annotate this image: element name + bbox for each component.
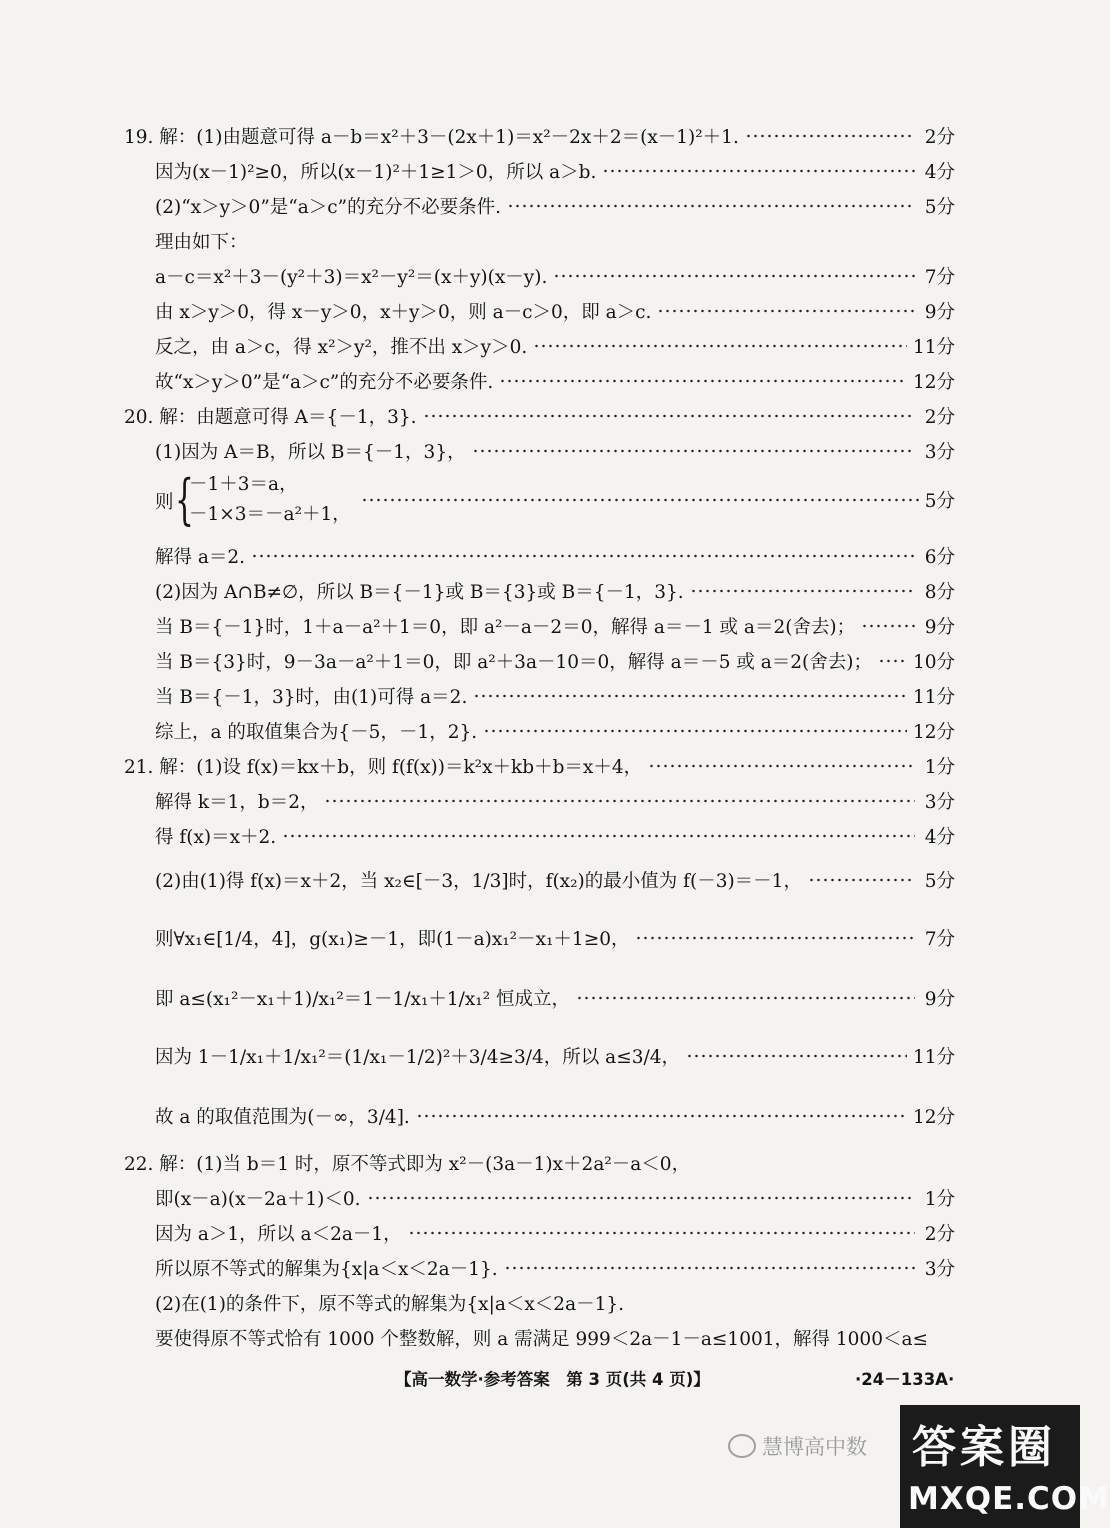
q19-line-5: a－c＝x²＋3－(y²＋3)＝x²－y²＝(x＋y)(x－y). 7分 xyxy=(155,260,955,292)
score: 10分 xyxy=(912,652,955,673)
q19-line-1: 19. 解：(1)由题意可得 a－b＝x²＋3－(2x＋1)＝x²－2x＋2＝(x－1)²＋1. 2分 xyxy=(124,120,955,152)
q22-line-2: 即(x－a)(x－2a＋1)＜0. 1分 xyxy=(155,1182,955,1214)
q21-line-4: (2)由(1)得 f(x)＝x＋2，当 x₂∈[－3，1/3]时，f(x₂)的最小值为 f(－3)＝－1， 5分 xyxy=(155,864,955,896)
score: 2分 xyxy=(924,1224,955,1245)
q19-line-8: 故“x＞y＞0”是“a＞c”的充分不必要条件. 12分 xyxy=(155,365,955,397)
q19-line-2: 因为(x－1)²≥0，所以(x－1)²＋1≥1＞0，所以 a＞b. 4分 xyxy=(155,155,955,187)
score: 4分 xyxy=(924,827,955,848)
score: 6分 xyxy=(924,547,955,568)
score: 8分 xyxy=(924,582,955,603)
score: 12分 xyxy=(912,722,955,743)
page-footer xyxy=(0,1362,1080,1392)
q20-line-6: 当 B＝{3}时，9－3a－a²＋1＝0，即 a²＋3a－10＝0，解得 a＝－5 或 a＝2(舍去)； 10分 xyxy=(155,645,955,677)
score: 12分 xyxy=(912,372,955,393)
score: 7分 xyxy=(924,929,955,950)
q21-line-2: 解得 k＝1，b＝2， 3分 xyxy=(155,785,955,817)
q20-line-7: 当 B＝{－1，3}时，由(1)可得 a＝2. 11分 xyxy=(155,680,955,712)
score: 2分 xyxy=(924,127,955,148)
q21-line-3: 得 f(x)＝x＋2. 4分 xyxy=(155,820,955,852)
q20-line-2: (1)因为 A＝B，所以 B＝{－1，3}， 3分 xyxy=(155,435,955,467)
q22-line-6: 要使得原不等式恰有 1000 个整数解，则 a 需满足 999＜2a－1－a≤1001，解得 1000＜a≤ xyxy=(155,1329,929,1350)
watermark-logo: 答案圈 MXQE.COM xyxy=(900,1405,1080,1528)
score: 3分 xyxy=(924,442,955,463)
q19-line-4: 理由如下： xyxy=(155,232,248,253)
left-brace: { xyxy=(175,468,194,531)
score: 5分 xyxy=(924,197,955,218)
q20-line-3: 解得 a＝2. 6分 xyxy=(155,540,955,572)
score: 11分 xyxy=(912,687,955,708)
q20-line-5: 当 B＝{－1}时，1＋a－a²＋1＝0，即 a²－a－2＝0，解得 a＝－1 或 a＝2(舍去)； 9分 xyxy=(155,610,955,642)
equation-1: －1＋3＝a， xyxy=(189,474,298,495)
score: 11分 xyxy=(912,337,955,358)
score: 3分 xyxy=(924,792,955,813)
q22-line-5: (2)在(1)的条件下，原不等式的解集为{x|a＜x＜2a－1}. xyxy=(155,1294,625,1315)
score: 4分 xyxy=(924,162,955,183)
wechat-label: 慧博高中数 xyxy=(728,1432,867,1460)
score: 9分 xyxy=(924,302,955,323)
q21-line-8: 故 a 的取值范围为(－∞，3/4]. 12分 xyxy=(155,1100,955,1132)
footer-code: ·24－133A· xyxy=(855,1370,955,1389)
score: 5分 xyxy=(924,491,955,512)
score: 5分 xyxy=(924,871,955,892)
score: 1分 xyxy=(924,757,955,778)
q21-line-5: 则∀x₁∈[1/4，4]，g(x₁)≥－1，即(1－a)x₁²－x₁＋1≥0， 7分 xyxy=(155,922,955,954)
q20-line-8: 综上，a 的取值集合为{－5，－1，2}. 12分 xyxy=(155,715,955,747)
score: 1分 xyxy=(924,1189,955,1210)
q19-line-7: 反之，由 a＞c，得 x²＞y²，推不出 x＞y＞0. 11分 xyxy=(155,330,955,362)
q20-line-1: 20. 解：由题意可得 A＝{－1，3}. 2分 xyxy=(124,400,955,432)
score: 7分 xyxy=(924,267,955,288)
score: 11分 xyxy=(912,1047,955,1068)
equation-2: －1×3＝－a²＋1， xyxy=(189,504,351,525)
q21-line-6: 即 a≤(x₁²－x₁＋1)/x₁²＝1－1/x₁＋1/x₁² 恒成立， 9分 xyxy=(155,982,955,1014)
q21-line-7: 因为 1－1/x₁＋1/x₁²＝(1/x₁－1/2)²＋3/4≥3/4，所以 a≤3/4， 11分 xyxy=(155,1040,955,1072)
q20-equation-system: 则 { －1＋3＝a， －1×3＝－a²＋1， 5分 xyxy=(155,468,955,531)
q19-line-6: 由 x＞y＞0，得 x－y＞0，x＋y＞0，则 a－c＞0，即 a＞c. 9分 xyxy=(155,295,955,327)
score: 2分 xyxy=(924,407,955,428)
q21-line-1: 21. 解：(1)设 f(x)＝kx＋b，则 f(f(x))＝k²x＋kb＋b＝x＋4， 1分 xyxy=(124,750,955,782)
q22-line-1: 22. 解：(1)当 b＝1 时，原不等式即为 x²－(3a－1)x＋2a²－a＜0， xyxy=(124,1154,691,1175)
q19-line-3: (2)“x＞y＞0”是“a＞c”的充分不必要条件. 5分 xyxy=(155,190,955,222)
score: 3分 xyxy=(924,1259,955,1280)
q20-line-4: (2)因为 A∩B≠∅，所以 B＝{－1}或 B＝{3}或 B＝{－1，3}. 8分 xyxy=(155,575,955,607)
q22-line-4: 所以原不等式的解集为{x|a＜x＜2a－1}. 3分 xyxy=(155,1252,955,1284)
footer-title: 【高一数学·参考答案 第 3 页(共 4 页)】 xyxy=(395,1370,710,1389)
q22-line-3: 因为 a＞1，所以 a＜2a－1， 2分 xyxy=(155,1217,955,1249)
score: 12分 xyxy=(912,1107,955,1128)
score: 9分 xyxy=(924,989,955,1010)
wechat-icon xyxy=(728,1434,756,1458)
score: 9分 xyxy=(924,617,955,638)
